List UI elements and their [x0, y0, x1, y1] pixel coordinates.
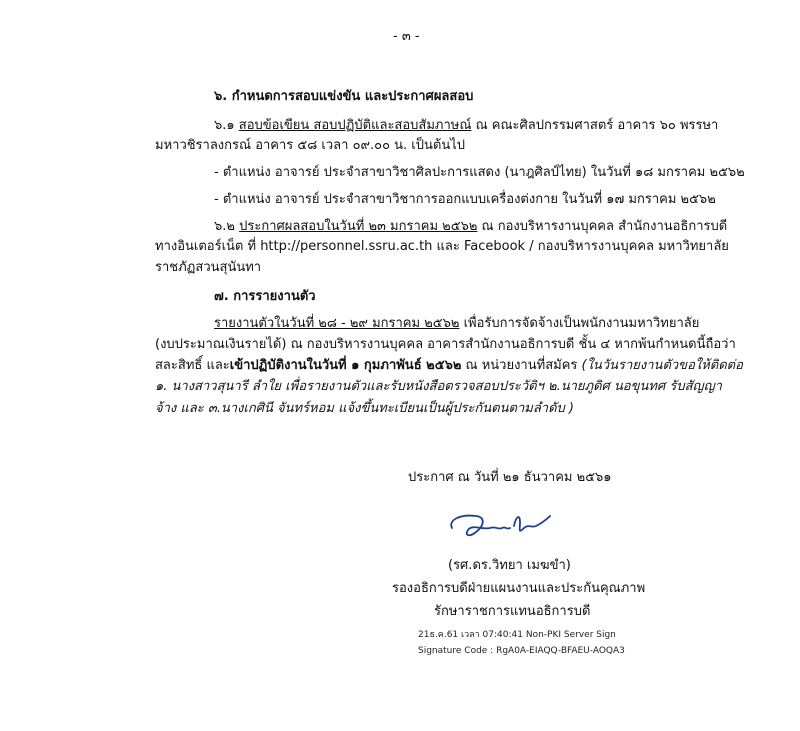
e-sign-stamp-line1: 21ธ.ค.61 เวลา 07:40:41 Non-PKI Server Sign	[418, 630, 616, 640]
section6-p1-rest: ณ คณะศิลปกรรมศาสตร์ อาคาร ๖๐ พรรษา	[471, 118, 719, 133]
section6-p1-line1	[214, 117, 718, 135]
signer-position-2: รักษาราชการแทนอธิการบดี	[434, 604, 591, 619]
section6-p2-line2: ทางอินเตอร์เน็ต ที่ http://personnel.ssru.ac.th และ Facebook / กองบริหารงานบุคคล มหาวิทยาลัย	[155, 239, 729, 254]
section6-p2-rest: ณ กองบริหารงานบุคคล สำนักงานอธิการบดี	[477, 219, 728, 234]
signer-position-1: รองอธิการบดีฝ่ายแผนงานและประกันคุณภาพ	[392, 581, 646, 596]
section6-item2: - ตำแหน่ง อาจารย์ ประจำสาขาวิชาการออกแบบเครื่องต่งกาย ในวันที่ ๑๗ มกราคม ๒๕๖๒	[214, 192, 716, 207]
section6-p2-line1	[214, 218, 727, 236]
page-number: - ๓ -	[393, 29, 420, 44]
announcement-date: ประกาศ ณ วันที่ ๒๑ ธันวาคม ๒๕๖๑	[408, 470, 612, 485]
section6-p1-underlined: สอบข้อเขียน สอบปฏิบัติและสอบสัมภาษณ์	[238, 118, 472, 133]
section6-heading: ๖. กำหนดการสอบแข่งขัน และประกาศผลสอบ	[214, 89, 474, 104]
section7-line3-italic: (ในวันรายงานตัวขอให้ติดต่อ	[581, 358, 743, 373]
section7-line3-part-c: ณ หน่วยงานที่สมัคร	[461, 358, 582, 373]
section7-line5: จ้าง และ ๓.นางเกศินี จันทร์หอม แจ้งขึ้นทะเบียนเป็นผู้ประกันตนตามลำดับ )	[155, 401, 574, 416]
section6-p2-underlined: ประกาศผลสอบในวันที่ ๒๓ มกราคม ๒๕๖๒	[239, 219, 478, 234]
section7-line1	[214, 315, 699, 333]
section6-p2-line3: ราชภัฏสวนสุนันทา	[155, 260, 262, 275]
handwritten-signature	[446, 506, 556, 546]
section7-line3	[155, 357, 743, 375]
section7-line2: (งบประมาณเงินรายได้) ณ กองบริหารงานบุคคล อาคารสำนักงานอธิการบดี ชั้น ๔ หากพ้นกำหนดนี้ถือว่า	[155, 337, 736, 352]
section6-p2-number: ๖.๒	[214, 219, 235, 234]
section6-p1-line2: มหาวชิราลงกรณ์ อาคาร ๕๘ เวลา ๐๙.๐๐ น. เป็นต้นไป	[155, 138, 466, 153]
section7-line1-rest: เพื่อรับการจัดจ้างเป็นพนักงานมหาวิทยาลัย	[459, 316, 700, 331]
section7-line3-bold: เข้าปฏิบัติงานในวันที่ ๑ กุมภาพันธ์ ๒๕๖๒	[229, 358, 462, 373]
section6-item1: - ตำแหน่ง อาจารย์ ประจำสาขาวิชาศิลปะการแสดง (นาฎศิลป์ไทย) ในวันที่ ๑๘ มกราคม ๒๕๖๒	[214, 165, 745, 180]
section7-line3-part-a: สละสิทธิ์ และ	[155, 358, 230, 373]
section7-heading: ๗. การรายงานตัว	[214, 289, 316, 304]
e-sign-stamp-line2: Signature Code : RgA0A-EIAQQ-BFAEU-AOQA3	[418, 646, 625, 656]
section7-line1-underlined: รายงานตัวในวันที่ ๒๘ - ๒๙ มกราคม ๒๕๖๒	[214, 316, 460, 331]
signer-name: (รศ.ดร.วิทยา เมฆขำ)	[448, 558, 571, 573]
section7-line4: ๑. นางสาวสุนารี ลำใย เพื่อรายงานตัวและรับหนังสือตรวจสอบประวัติฯ ๒.นายภูดิศ นอขุนทศ รับสัญญา	[155, 379, 722, 394]
section6-p1-number: ๖.๑	[214, 118, 235, 133]
